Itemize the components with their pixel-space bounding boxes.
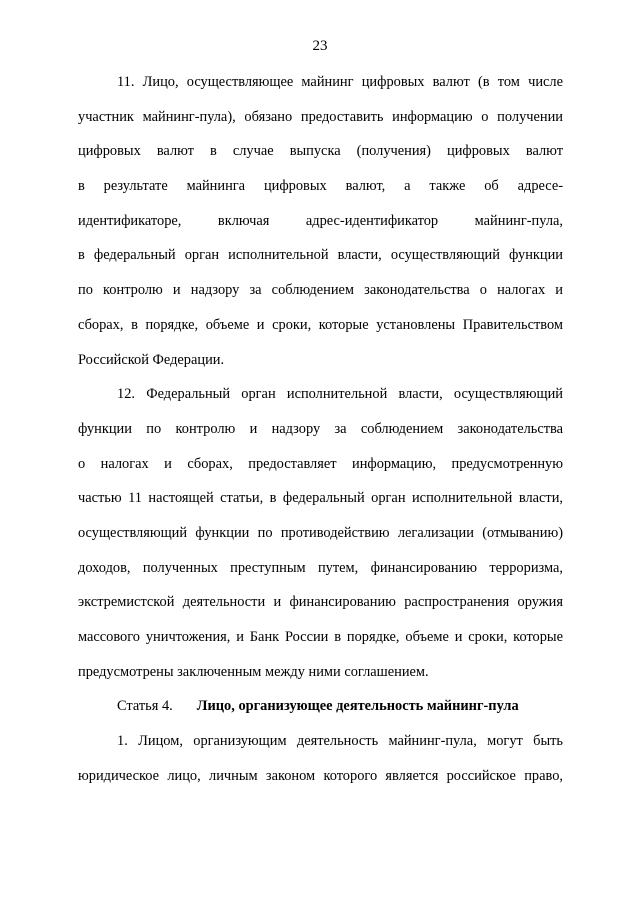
paragraph-11 xyxy=(78,65,563,377)
article-label: Статья 4. xyxy=(117,698,173,715)
text-line: юридическое лицо, личным законом которого является российское право, xyxy=(78,767,563,784)
paragraph-12 xyxy=(78,377,563,689)
text-line: функции по контролю и надзору за соблюдением законодательства xyxy=(78,420,563,437)
text-line: о налогах и сборах, предоставляет информацию, предусмотренную xyxy=(78,455,563,472)
text-line: 12. Федеральный орган исполнительной власти, осуществляющий xyxy=(117,386,563,403)
page-number: 23 xyxy=(312,38,328,54)
text-line: сборах, в порядке, объеме и сроки, которые установлены Правительством xyxy=(78,316,563,333)
document-body xyxy=(78,65,563,793)
text-line: частью 11 настоящей статьи, в федеральный орган исполнительной власти, xyxy=(78,490,563,507)
text-line: Российской Федерации. xyxy=(78,351,225,368)
article-title: Лицо, организующее деятельность майнинг-пула xyxy=(196,698,519,715)
text-line: участник майнинг-пула), обязано предоставить информацию о получении xyxy=(78,108,563,125)
text-line: доходов, полученных преступным путем, финансированию терроризма, xyxy=(78,559,563,576)
text-line: осуществляющий функции по противодействию легализации (отмыванию) xyxy=(78,524,563,541)
text-line: массового уничтожения, и Банк России в порядке, объеме и сроки, которые xyxy=(78,629,563,645)
text-line: по контролю и надзору за соблюдением законодательства о налогах и xyxy=(78,282,563,299)
text-line: 11. Лицо, осуществляющее майнинг цифровых валют (в том числе xyxy=(117,74,563,90)
text-line: цифровых валют в случае выпуска (получения) цифровых валют xyxy=(78,143,563,160)
text-line: предусмотрены заключенным между ними соглашением. xyxy=(78,663,429,680)
article-heading xyxy=(78,689,563,724)
article-paragraph-1 xyxy=(78,724,563,793)
text-line: 1. Лицом, организующим деятельность майнинг-пула, могут быть xyxy=(117,733,563,750)
text-line: идентификаторе, включая адрес-идентификатор майнинг-пула, xyxy=(78,212,563,229)
text-line: экстремистской деятельности и финансированию распространения оружия xyxy=(78,594,563,611)
text-line: в федеральный орган исполнительной власти, осуществляющий функции xyxy=(78,247,563,264)
text-line: в результате майнинга цифровых валют, а также об адресе- xyxy=(78,178,563,195)
